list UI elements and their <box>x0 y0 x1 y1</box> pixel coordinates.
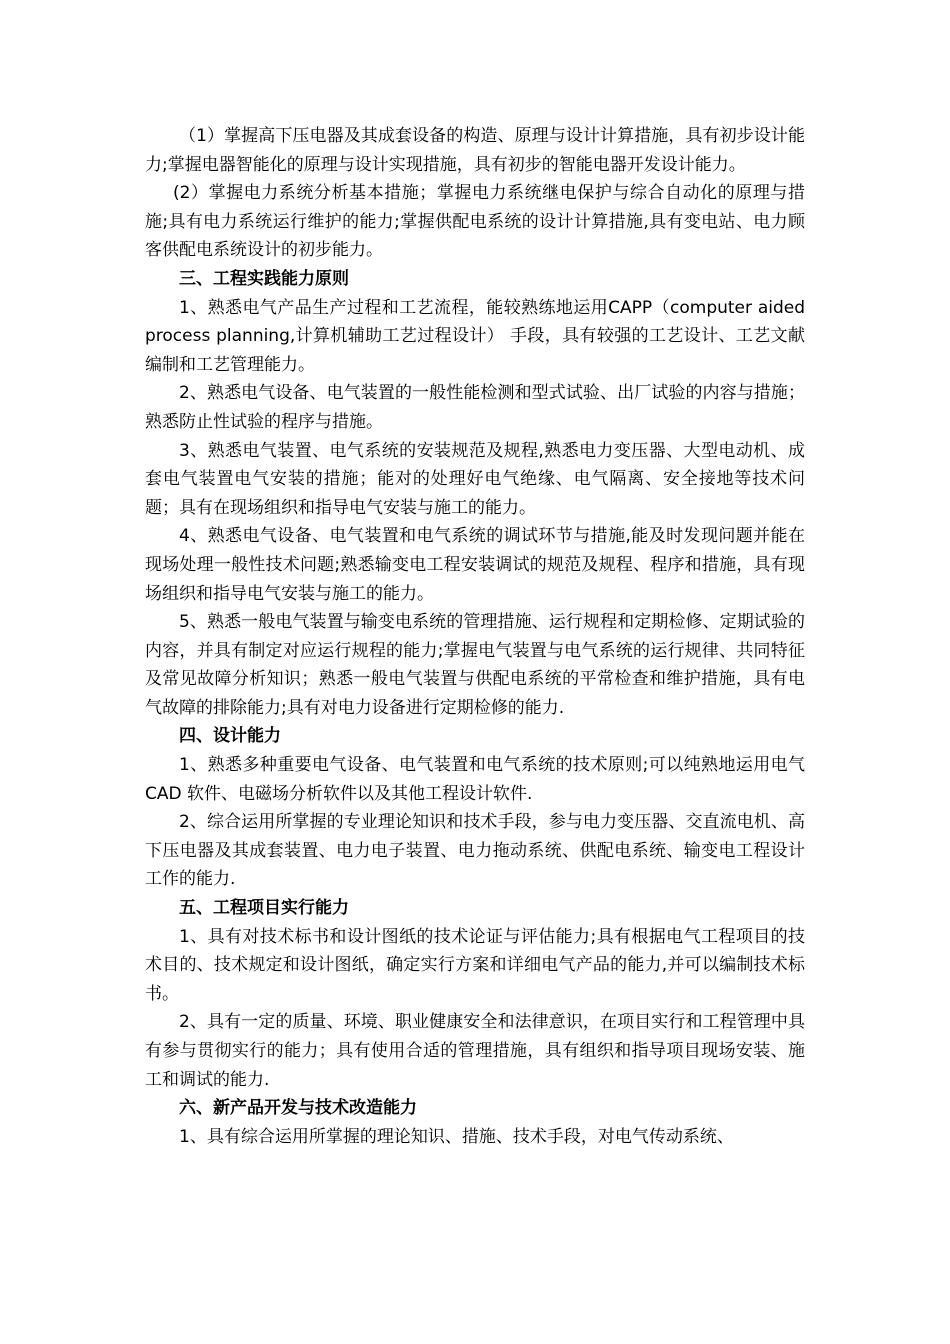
paragraph-3-1: 1、熟悉电气产品生产过程和工艺流程，能较熟练地运用CAPP（computer aided process planning,计算机辅助工艺过程设计） 手段，具有较强的工艺设计、工艺文献编制和工艺管理能力。 <box>145 297 805 375</box>
paragraph-6-1: 1、具有综合运用所掌握的理论知识、措施、技术手段，对电气传动系统、 <box>179 1126 734 1147</box>
document-body <box>145 122 805 1151</box>
paragraph-2: (2）掌握电力系统分析基本措施；掌握电力系统继电保护与综合自动化的原理与措施;具有电力系统运行维护的能力;掌握供配电系统的设计计算措施,具有变电站、电力顾客供配电系统设计的初步能力。 <box>145 183 805 261</box>
paragraph-1: （1）掌握高下压电器及其成套设备的构造、原理与设计计算措施，具有初步设计能力;掌握电器智能化的原理与设计实现措施，具有初步的智能电器开发设计能力。 <box>145 126 805 175</box>
paragraph-3-5: 5、熟悉一般电气装置与输变电系统的管理措施、运行规程和定期检修、定期试验的内容，并具有制定对应运行规程的能力;掌握电气装置与电气系统的运行规律、共同特征及常见故障分析知识；熟悉一般电气装置与供配电系统的平常检查和维护措施，具有电气故障的排除能力;具有对电力设备进行定期检修的能力. <box>145 612 805 718</box>
section-heading-4: 四、设计能力 <box>179 726 281 747</box>
paragraph-4-1: 1、熟悉多种重要电气设备、电气装置和电气系统的技术原则;可以纯熟地运用电气 CAD 软件、电磁场分析软件以及其他工程设计软件. <box>145 755 805 804</box>
paragraph-5-2: 2、具有一定的质量、环境、职业健康安全和法律意识，在项目实行和工程管理中具有参与贯彻实行的能力；具有使用合适的管理措施，具有组织和指导项目现场安装、施工和调试的能力. <box>145 1012 805 1090</box>
section-heading-6: 六、新产品开发与技术改造能力 <box>179 1098 417 1119</box>
paragraph-3-2: 2、熟悉电气设备、电气装置的一般性能检测和型式试验、出厂试验的内容与措施；熟悉防止性试验的程序与措施。 <box>145 383 805 432</box>
paragraph-3-4: 4、熟悉电气设备、电气装置和电气系统的调试环节与措施,能及时发现问题并能在现场处理一般性技术问题;熟悉输变电工程安装调试的规范及规程、程序和措施，具有现场组织和指导电气安装与施工的能力。 <box>145 526 805 604</box>
paragraph-4-2: 2、综合运用所掌握的专业理论知识和技术手段，参与电力变压器、交直流电机、高下压电器及其成套装置、电力电子装置、电力拖动系统、供配电系统、输变电工程设计工作的能力. <box>145 812 805 890</box>
section-heading-5: 五、工程项目实行能力 <box>179 898 349 919</box>
paragraph-5-1: 1、具有对技术标书和设计图纸的技术论证与评估能力;具有根据电气工程项目的技术目的、技术规定和设计图纸，确定实行方案和详细电气产品的能力,并可以编制技术标书。 <box>145 926 805 1004</box>
section-heading-3: 三、工程实践能力原则 <box>179 268 349 289</box>
paragraph-3-3: 3、熟悉电气装置、电气系统的安装规范及规程,熟悉电力变压器、大型电动机、成套电气装置电气安装的措施；能对的处理好电气绝缘、电气隔离、安全接地等技术问题；具有在现场组织和指导电气安装与施工的能力。 <box>145 440 805 518</box>
